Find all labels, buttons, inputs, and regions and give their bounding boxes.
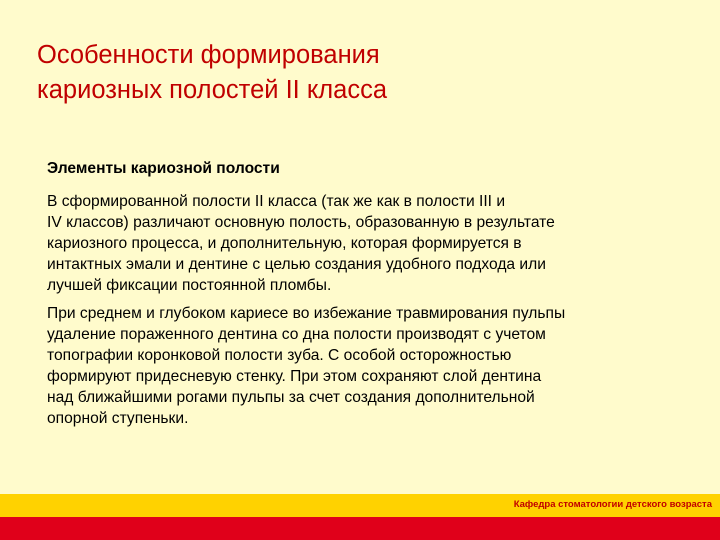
paragraph-line: опорной ступеньки.	[47, 410, 189, 427]
paragraph-dentin-removal	[47, 303, 687, 429]
paragraph-line: топографии коронковой полости зуба. С особой осторожностью	[47, 347, 512, 364]
footer-department-caption: Кафедра стоматологии детского возраста	[513, 499, 712, 510]
paragraph-line: интактных эмали и дентине с целью создания удобного подхода или	[47, 256, 546, 273]
paragraph-line: лучшей фиксации постоянной пломбы.	[47, 277, 332, 294]
slide-title	[37, 38, 687, 108]
slide-title-line-1: Особенности формирования	[37, 41, 380, 69]
paragraph-line: IV классов) различают основную полость, образованную в результате	[47, 214, 555, 231]
slide-title-line-2: кариозных полостей II класса	[37, 76, 388, 104]
paragraph-main-cavity	[47, 191, 687, 296]
paragraph-line: формируют придесневую стенку. При этом сохраняют слой дентина	[47, 368, 542, 385]
footer-red-band	[0, 517, 720, 540]
paragraph-line: над ближайшими рогами пульпы за счет создания дополнительной	[47, 389, 535, 406]
slide-body	[47, 158, 687, 436]
section-heading: Элементы кариозной полости	[47, 160, 280, 177]
paragraph-line: кариозного процесса, и дополнительную, которая формируется в	[47, 235, 522, 252]
paragraph-line: В сформированной полости II класса (так же как в полости III и	[47, 193, 506, 210]
paragraph-line: При среднем и глубоком кариесе во избежание травмирования пульпы	[47, 305, 566, 322]
paragraph-line: удаление пораженного дентина со дна полости производят с учетом	[47, 326, 546, 343]
